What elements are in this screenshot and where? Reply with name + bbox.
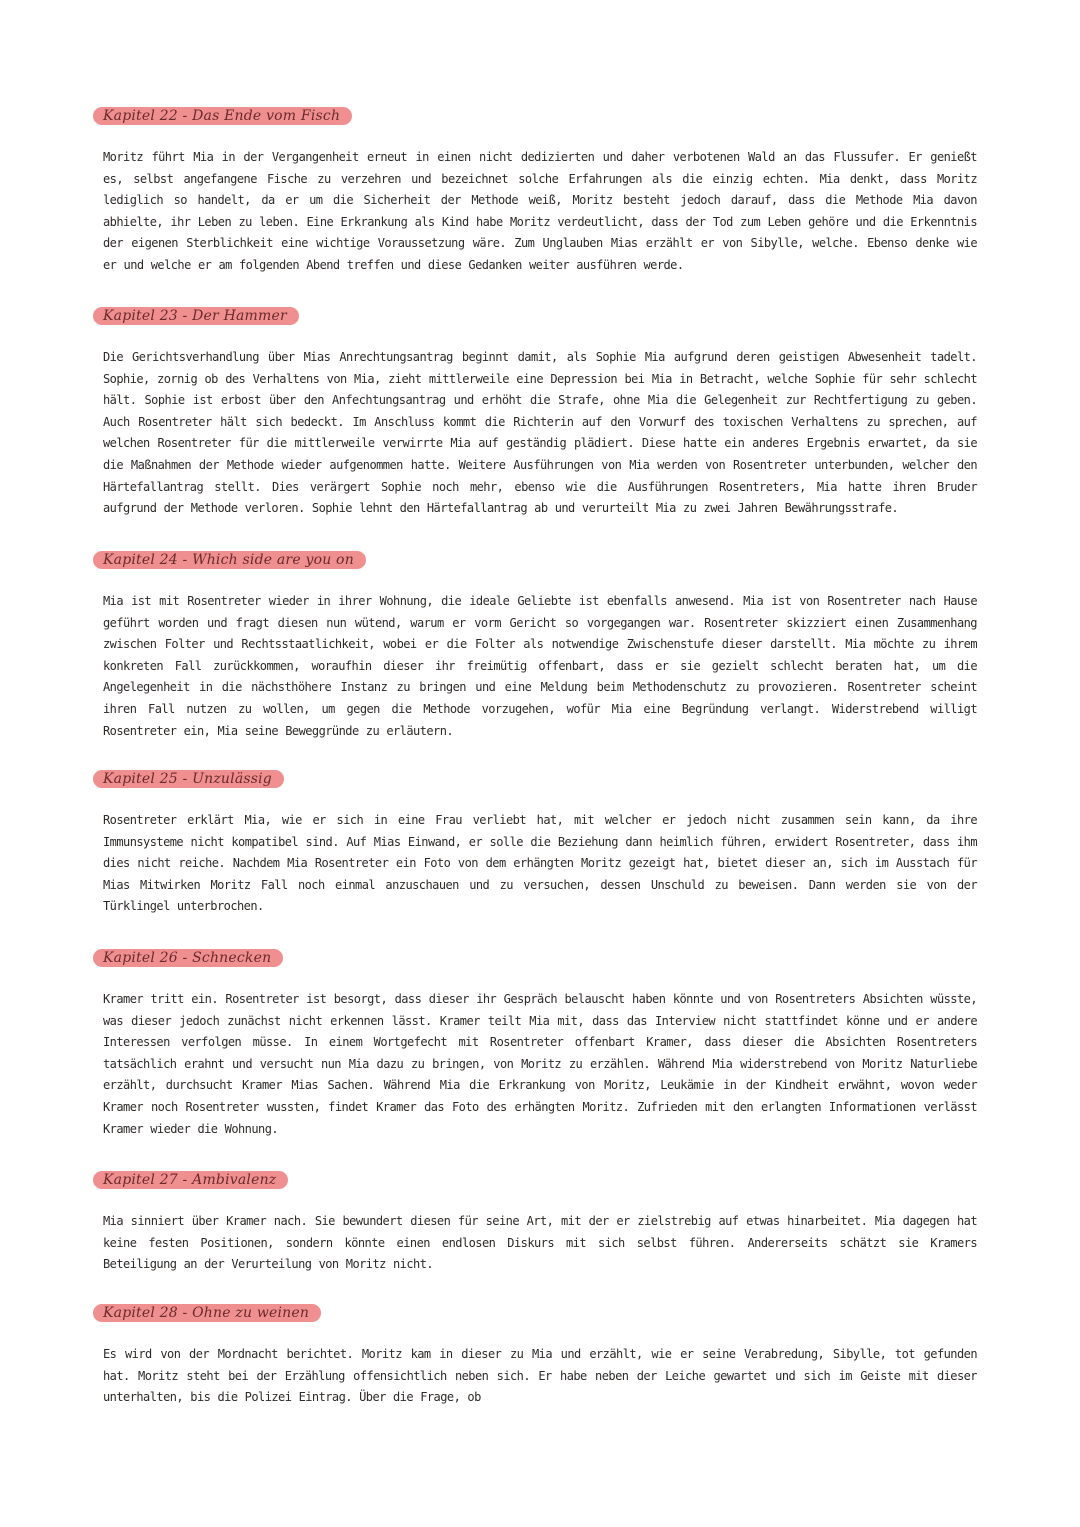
chapter-summary: Die Gerichtsverhandlung über Mias Anrechtungsantrag beginnt damit, als Sophie Mia aufgrund deren geistigen Abwesenheit tadelt. Sophie, zornig ob des Verhaltens von Mia, zieht mittlerweile eine Depression bei Mia in Betracht, welche Sophie für sehr schlecht hält. Sophie ist erbost über den Anfechtungsantrag und erhöht die Strafe, ohne Mia die Gelegenheit zur Rechtfertigung zu geben. Auch Rosentreter hält sich bedeckt. Im Anschluss kommt die Richterin auf den Vorwurf des toxischen Verhaltens zu sprechen, auf welchen Rosentreter für die mittlerweile verwirrte Mia auf geständig plädiert. Diese hatte ein anderes Ergebnis erwartet, da sie die Maßnahmen der Methode wieder aufgenommen hatte. Weitere Ausführungen von Mia werden von Rosentreter unterbunden, welcher den Härtefallantrag stellt. Dies verärgert Sophie noch mehr, ebenso wie die Ausführungen Rosentreters, Mia hatte ihren Bruder aufgrund der Methode verloren. Sophie lehnt den Härtefallantrag ab und verurteilt Mia zu zwei Jahren Bewährungsstrafe. bbox=[103, 350, 977, 516]
chapter-heading: Kapitel 24 - Which side are you on bbox=[93, 551, 366, 569]
chapter-heading-highlight bbox=[93, 549, 977, 571]
chapter-heading: Kapitel 25 - Unzulässig bbox=[93, 770, 284, 788]
chapter-heading-highlight bbox=[93, 305, 977, 327]
chapter-27 bbox=[103, 1169, 977, 1288]
chapter-22 bbox=[103, 105, 977, 289]
chapter-26 bbox=[103, 947, 977, 1152]
chapter-heading-highlight bbox=[93, 1169, 977, 1191]
chapter-heading-highlight bbox=[93, 947, 977, 969]
chapter-summary: Rosentreter erklärt Mia, wie er sich in eine Frau verliebt hat, mit welcher er jedoch nicht zusammen sein kann, da ihre Immunsysteme nicht kompatibel sind. Auf Mias Einwand, er solle die Beziehung dann heimlich führen, erwidert Rosentreter, dass ihm dies nicht reiche. Nachdem Mia Rosentreter ein Foto von dem erhängten Moritz gezeigt hat, bietet dieser an, sich im Ausstach für Mias Mitwirken Moritz Fall noch einmal anzuschauen und zu versuchen, dessen Unschuld zu beweisen. Dann werden sie von der Türklingel unterbrochen. bbox=[103, 813, 977, 914]
chapter-23 bbox=[103, 305, 977, 532]
chapter-summary: Kramer tritt ein. Rosentreter ist besorgt, dass dieser ihr Gespräch belauscht haben könnte und von Rosentreters Absichten wüsste, was dieser jedoch zunächst nicht erkennen lässt. Kramer teilt Mia mit, dass das Interview nicht stattfindet könne und er andere Interessen verfolgen müsse. In einem Wortgefecht mit Rosentreter offenbart Kramer, dass dieser die Absichten Rosentreters tatsächlich erahnt und versucht nun Mia dazu zu bringen, von Moritz zu erzählen. Während Mia widerstrebend von Moritz Naturliebe erzählt, durchsucht Kramer Mias Sachen. Während Mia die Erkrankung von Moritz, Leukämie in der Kindheit erwähnt, wovon weder Kramer noch Rosentreter wussten, findet Kramer das Foto des erhängten Moritz. Zufrieden mit den erlangten Informationen verlässt Kramer wieder die Wohnung. bbox=[103, 992, 977, 1136]
chapter-summary: Moritz führt Mia in der Vergangenheit erneut in einen nicht dedizierten und daher verbotenen Wald an das Flussufer. Er genießt es, selbst angefangene Fische zu verzehren und bezeichnet solche Erfahrungen als die einzig echten. Mia denkt, dass Moritz lediglich so handelt, da er um die Sicherheit der Methode weiß, Moritz besteht jedoch darauf, dass die Methode Mia davon abhielte, ihr Leben zu leben. Eine Erkrankung als Kind habe Moritz verdeutlicht, dass der Tod zum Leben gehöre und die Erkenntnis der eigenen Sterblichkeit eine wichtige Voraussetzung wäre. Zum Unglauben Mias erzählt er von Sibylle, welche. Ebenso denke wie er und welche er am folgenden Abend treffen und diese Gedanken weiter ausführen werde. bbox=[103, 150, 977, 272]
chapter-heading-highlight bbox=[93, 1302, 977, 1324]
chapter-summary: Mia sinniert über Kramer nach. Sie bewundert diesen für seine Art, mit der er zielstrebig auf etwas hinarbeitet. Mia dagegen hat keine festen Positionen, sondern könnte einen endlosen Diskurs mit sich selbst führen. Andererseits schätzt sie Kramers Beteiligung an der Verurteilung von Moritz nicht. bbox=[103, 1214, 977, 1272]
chapter-heading: Kapitel 28 - Ohne zu weinen bbox=[93, 1304, 321, 1322]
chapter-summary: Mia ist mit Rosentreter wieder in ihrer Wohnung, die ideale Geliebte ist ebenfalls anwesend. Mia ist von Rosentreter nach Hause geführt worden und fragt diesen nun wütend, warum er vorm Gericht so vorgegangen war. Rosentreter skizziert einen Zusammenhang zwischen Folter und Rechtsstaatlichkeit, wobei er die Folter als notwendige Zwischenstufe dieser darstellt. Mia möchte zu ihrem konkreten Fall zurückkommen, woraufhin dieser ihr freimütig offenbart, dass er sie gezielt schlecht beraten hat, um die Angelegenheit in die nächsthöhere Instanz zu bringen und eine Meldung beim Methodenschutz zu provozieren. Rosentreter scheint ihren Fall nutzen zu wollen, um gegen die Methode vorzugehen, wofür Mia eine Begründung verlangt. Widerstrebend willigt Rosentreter ein, Mia seine Beweggründe zu erläutern. bbox=[103, 594, 977, 738]
chapter-28 bbox=[103, 1302, 977, 1421]
chapter-heading: Kapitel 26 - Schnecken bbox=[93, 949, 283, 967]
chapter-24 bbox=[103, 549, 977, 754]
chapter-summary: Es wird von der Mordnacht berichtet. Moritz kam in dieser zu Mia und erzählt, wie er seine Verabredung, Sibylle, tot gefunden hat. Moritz steht bei der Erzählung offensichtlich neben sich. Er habe neben der Leiche gewartet und sich im Geiste mit dieser unterhalten, bis die Polizei Eintrag. Über die Frage, ob bbox=[103, 1347, 977, 1405]
chapter-heading: Kapitel 27 - Ambivalenz bbox=[93, 1171, 288, 1189]
chapter-heading-highlight bbox=[93, 768, 977, 790]
chapter-heading: Kapitel 22 - Das Ende vom Fisch bbox=[93, 107, 352, 125]
chapter-heading: Kapitel 23 - Der Hammer bbox=[93, 307, 299, 325]
chapter-heading-highlight bbox=[93, 105, 977, 127]
chapter-25 bbox=[103, 768, 977, 930]
